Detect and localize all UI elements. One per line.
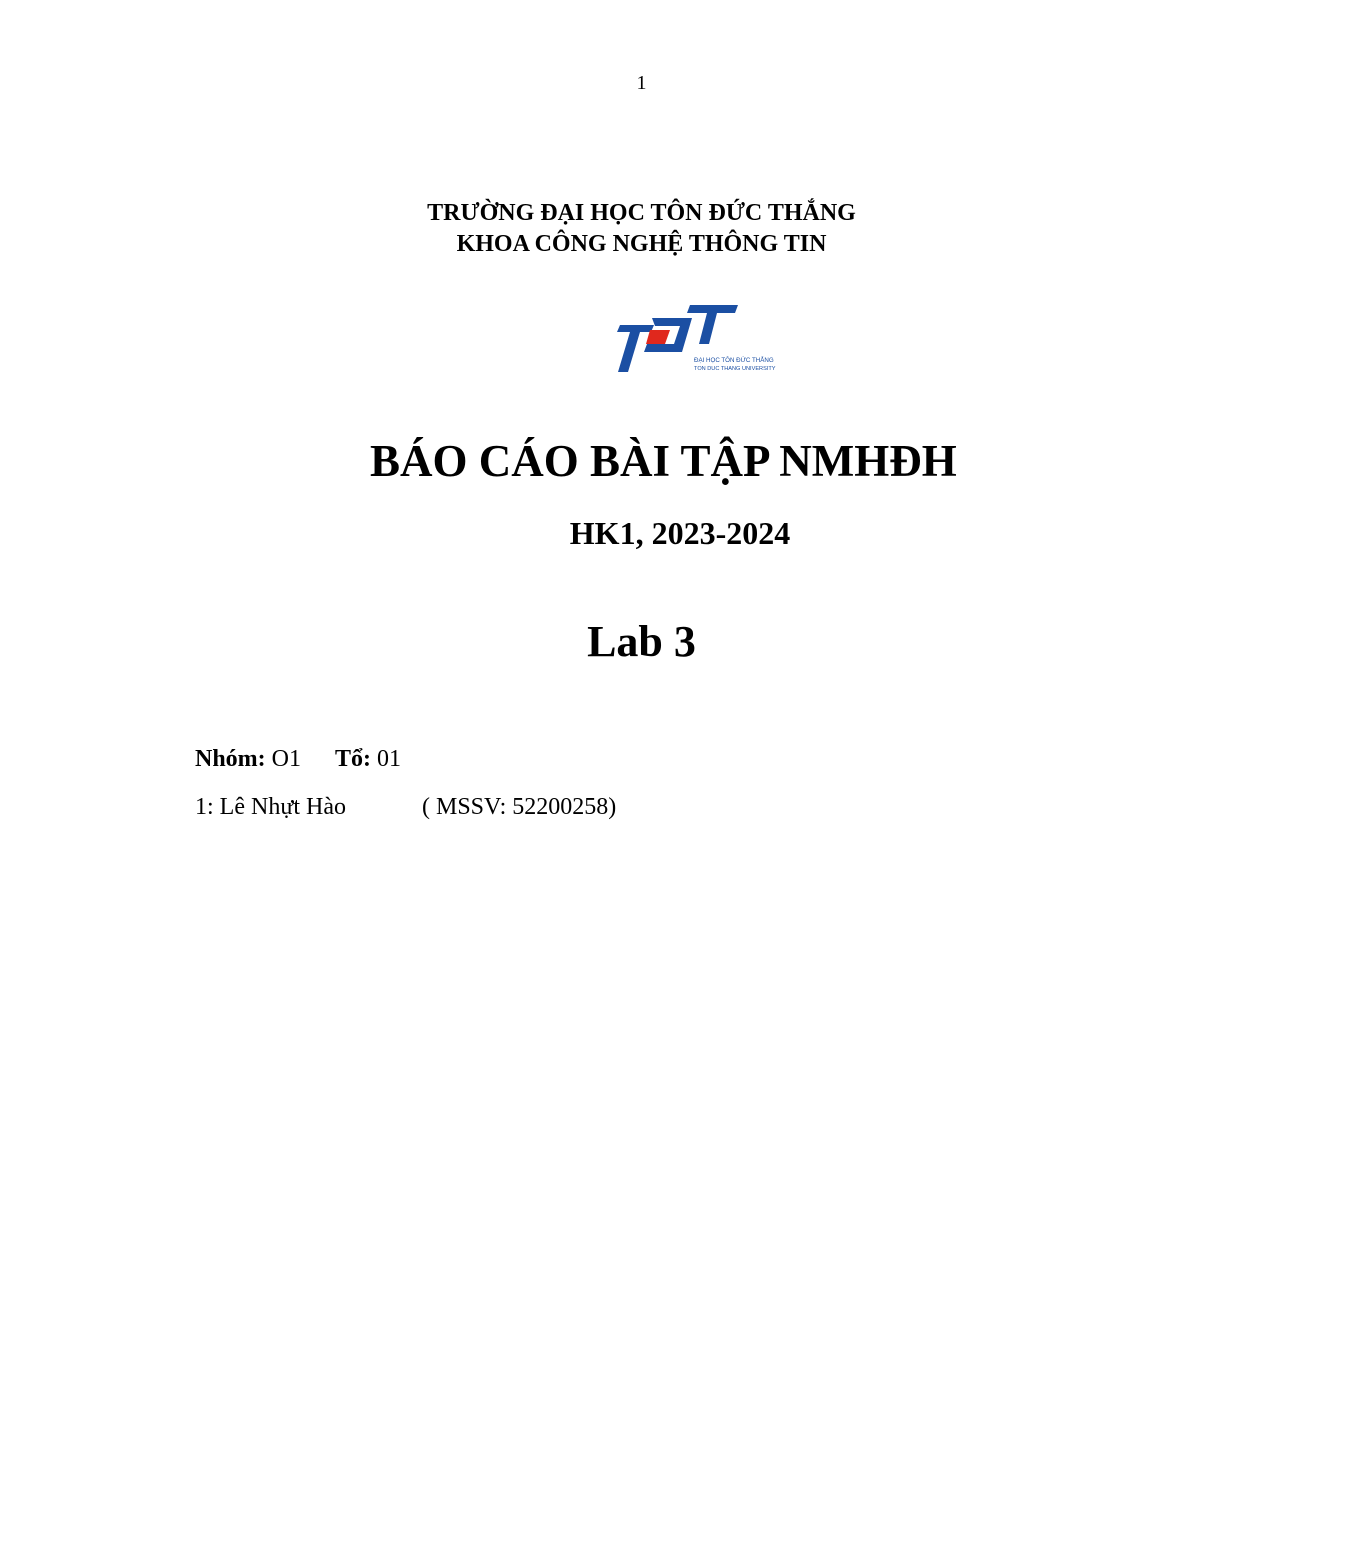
logo-caption-1: ĐẠI HỌC TÔN ĐỨC THẮNG [694,357,774,364]
team-label: Tổ: [335,746,372,772]
group-info [195,744,401,774]
member-name: 1: Lê Nhựt Hào [195,794,346,820]
logo-caption-2: TON DUC THANG UNIVERSITY [694,366,776,372]
report-title: BÁO CÁO BÀI TẬP NMHĐH [370,436,957,486]
university-logo [610,300,776,378]
faculty-name: KHOA CÔNG NGHỆ THÔNG TIN [456,231,827,257]
page-number: 1 [636,72,647,94]
logo-t-right [687,305,738,344]
semester-label: HK1, 2023-2024 [569,515,791,551]
member-student-id: ( MSSV: 52200258) [422,794,617,820]
school-header [0,198,1283,260]
group-value: O1 [271,746,302,772]
lab-title: Lab 3 [587,617,696,666]
logo-red-mark [646,330,670,344]
university-name: TRƯỜNG ĐẠI HỌC TÔN ĐỨC THẮNG [427,200,856,226]
team-value: 01 [377,746,402,772]
group-label: Nhóm: [195,746,266,772]
member-row [195,792,617,822]
